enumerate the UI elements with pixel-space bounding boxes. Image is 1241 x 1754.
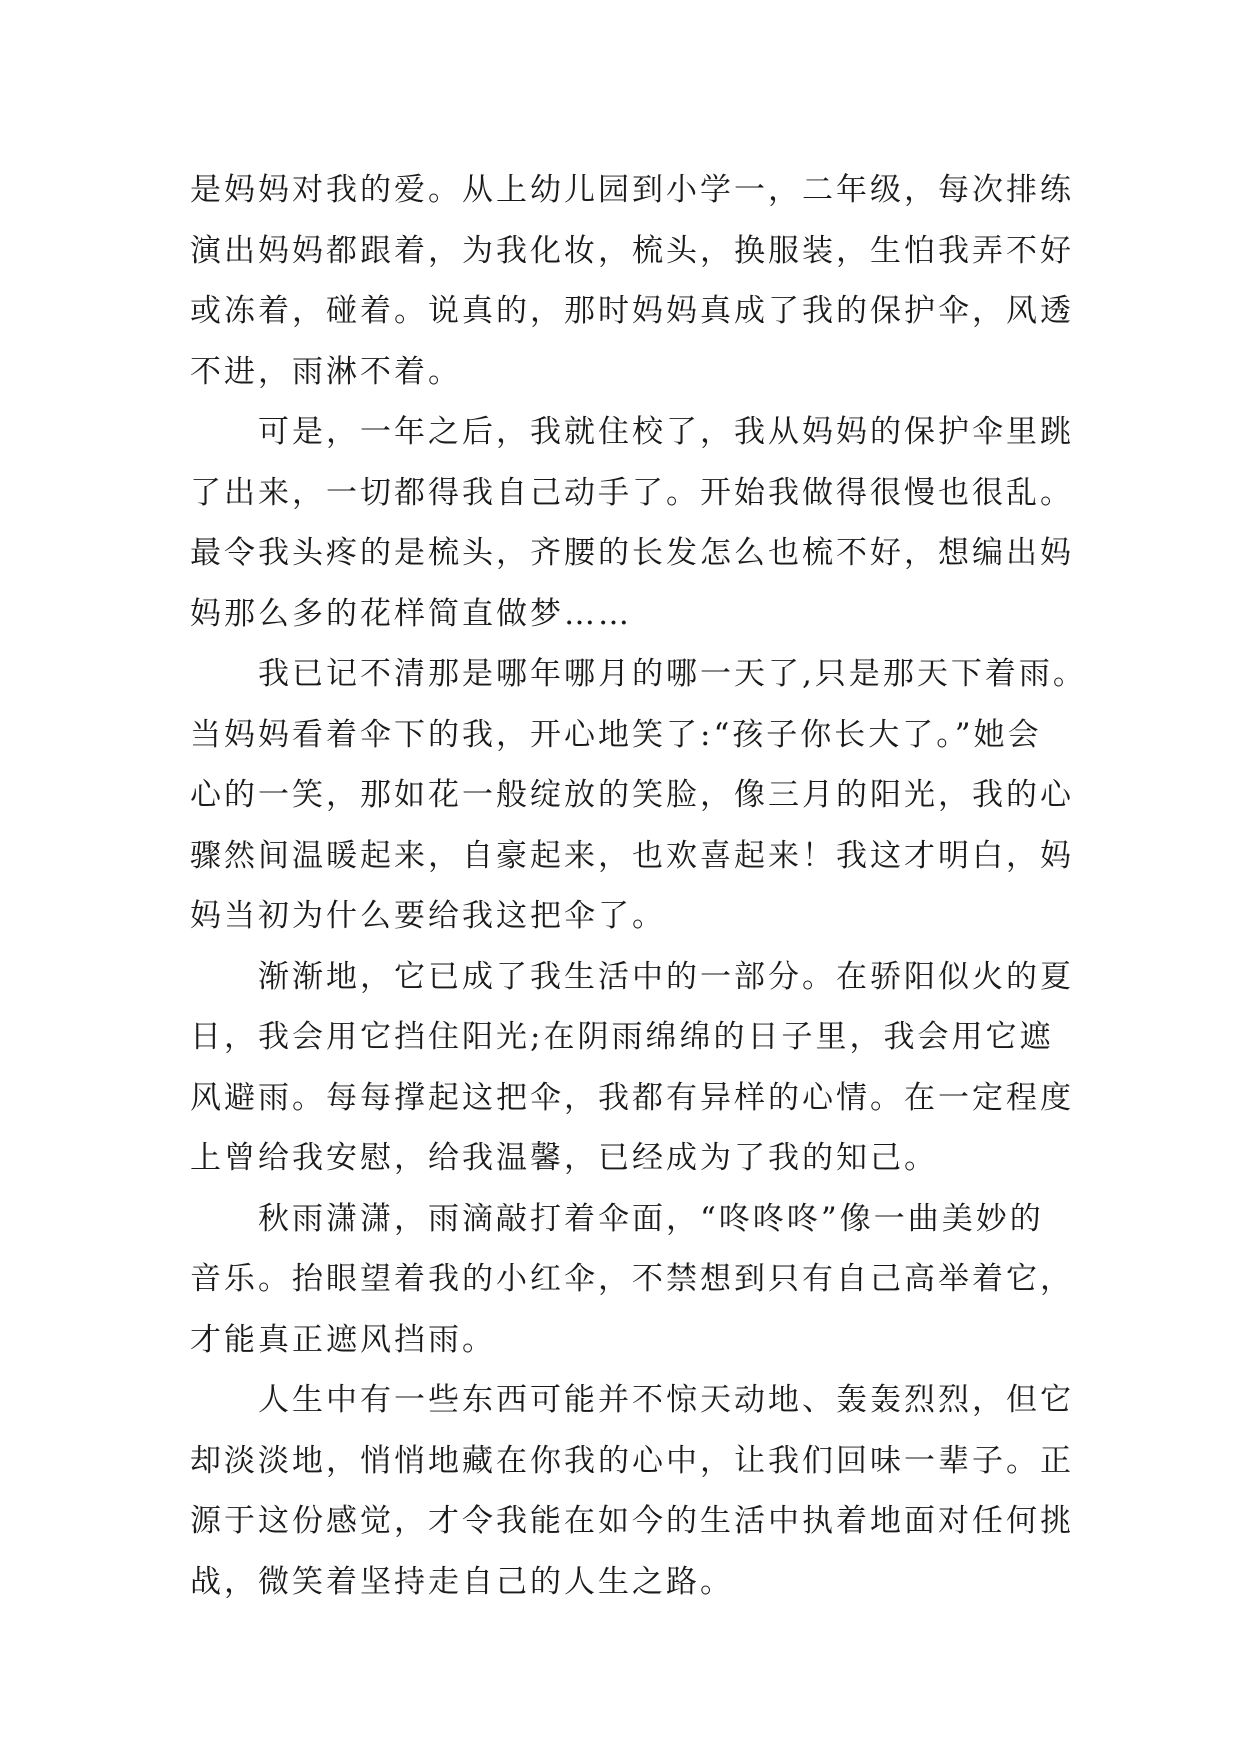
text-line: 是妈妈对我的爱。从上幼儿园到小学一，二年级，每次排练 (190, 172, 1074, 208)
essay-body (190, 160, 1087, 1612)
text-line: 可是，一年之后，我就住校了，我从妈妈的保护伞里跳 (190, 414, 1074, 450)
text-line: 战，微笑着坚持走自己的人生之路。 (190, 1563, 734, 1600)
text-line: 演出妈妈都跟着，为我化妆，梳头，换服装，生怕我弄不好 (190, 232, 1074, 269)
text-line: 不进，雨淋不着。 (190, 353, 462, 390)
text-line: 秋雨潇潇，雨滴敲打着伞面，“咚咚咚”像一曲美妙的 (190, 1200, 1044, 1237)
text-line: 了出来，一切都得我自己动手了。开始我做得很慢也很乱。 (190, 474, 1074, 511)
text-line: 风避雨。每每撑起这把伞，我都有异样的心情。在一定程度 (190, 1079, 1074, 1116)
text-line: 却淡淡地，悄悄地藏在你我的心中，让我们回味一辈子。正 (190, 1442, 1074, 1479)
text-line: 骤然间温暖起来，自豪起来，也欢喜起来！我这才明白，妈 (190, 837, 1074, 874)
text-line: 上曾给我安慰，给我温馨，已经成为了我的知己。 (190, 1140, 938, 1176)
text-line: 音乐。抬眼望着我的小红伞，不禁想到只有自己高举着它， (190, 1261, 1074, 1297)
text-line: 妈那么多的花样简直做梦…… (190, 595, 632, 632)
text-line: 或冻着，碰着。说真的，那时妈妈真成了我的保护伞，风透 (190, 293, 1074, 329)
text-line: 人生中有一些东西可能并不惊天动地、轰轰烈烈，但它 (190, 1382, 1074, 1418)
text-line: 日，我会用它挡住阳光;在阴雨绵绵的日子里，我会用它遮 (190, 1019, 1054, 1055)
text-line: 最令我头疼的是梳头，齐腰的长发怎么也梳不好，想编出妈 (190, 535, 1074, 571)
text-line: 源于这份感觉，才令我能在如今的生活中执着地面对任何挑 (190, 1503, 1074, 1539)
text-line: 我已记不清那是哪年哪月的哪一天了,只是那天下着雨。 (190, 656, 1087, 692)
text-line: 渐渐地，它已成了我生活中的一部分。在骄阳似火的夏 (190, 958, 1074, 995)
text-line: 才能真正遮风挡雨。 (190, 1321, 496, 1358)
text-line: 当妈妈看着伞下的我，开心地笑了:“孩子你长大了。”她会 (190, 716, 1042, 753)
text-line: 心的一笑，那如花一般绽放的笑脸，像三月的阳光，我的心 (190, 777, 1074, 813)
text-line: 妈当初为什么要给我这把伞了。 (190, 898, 666, 934)
